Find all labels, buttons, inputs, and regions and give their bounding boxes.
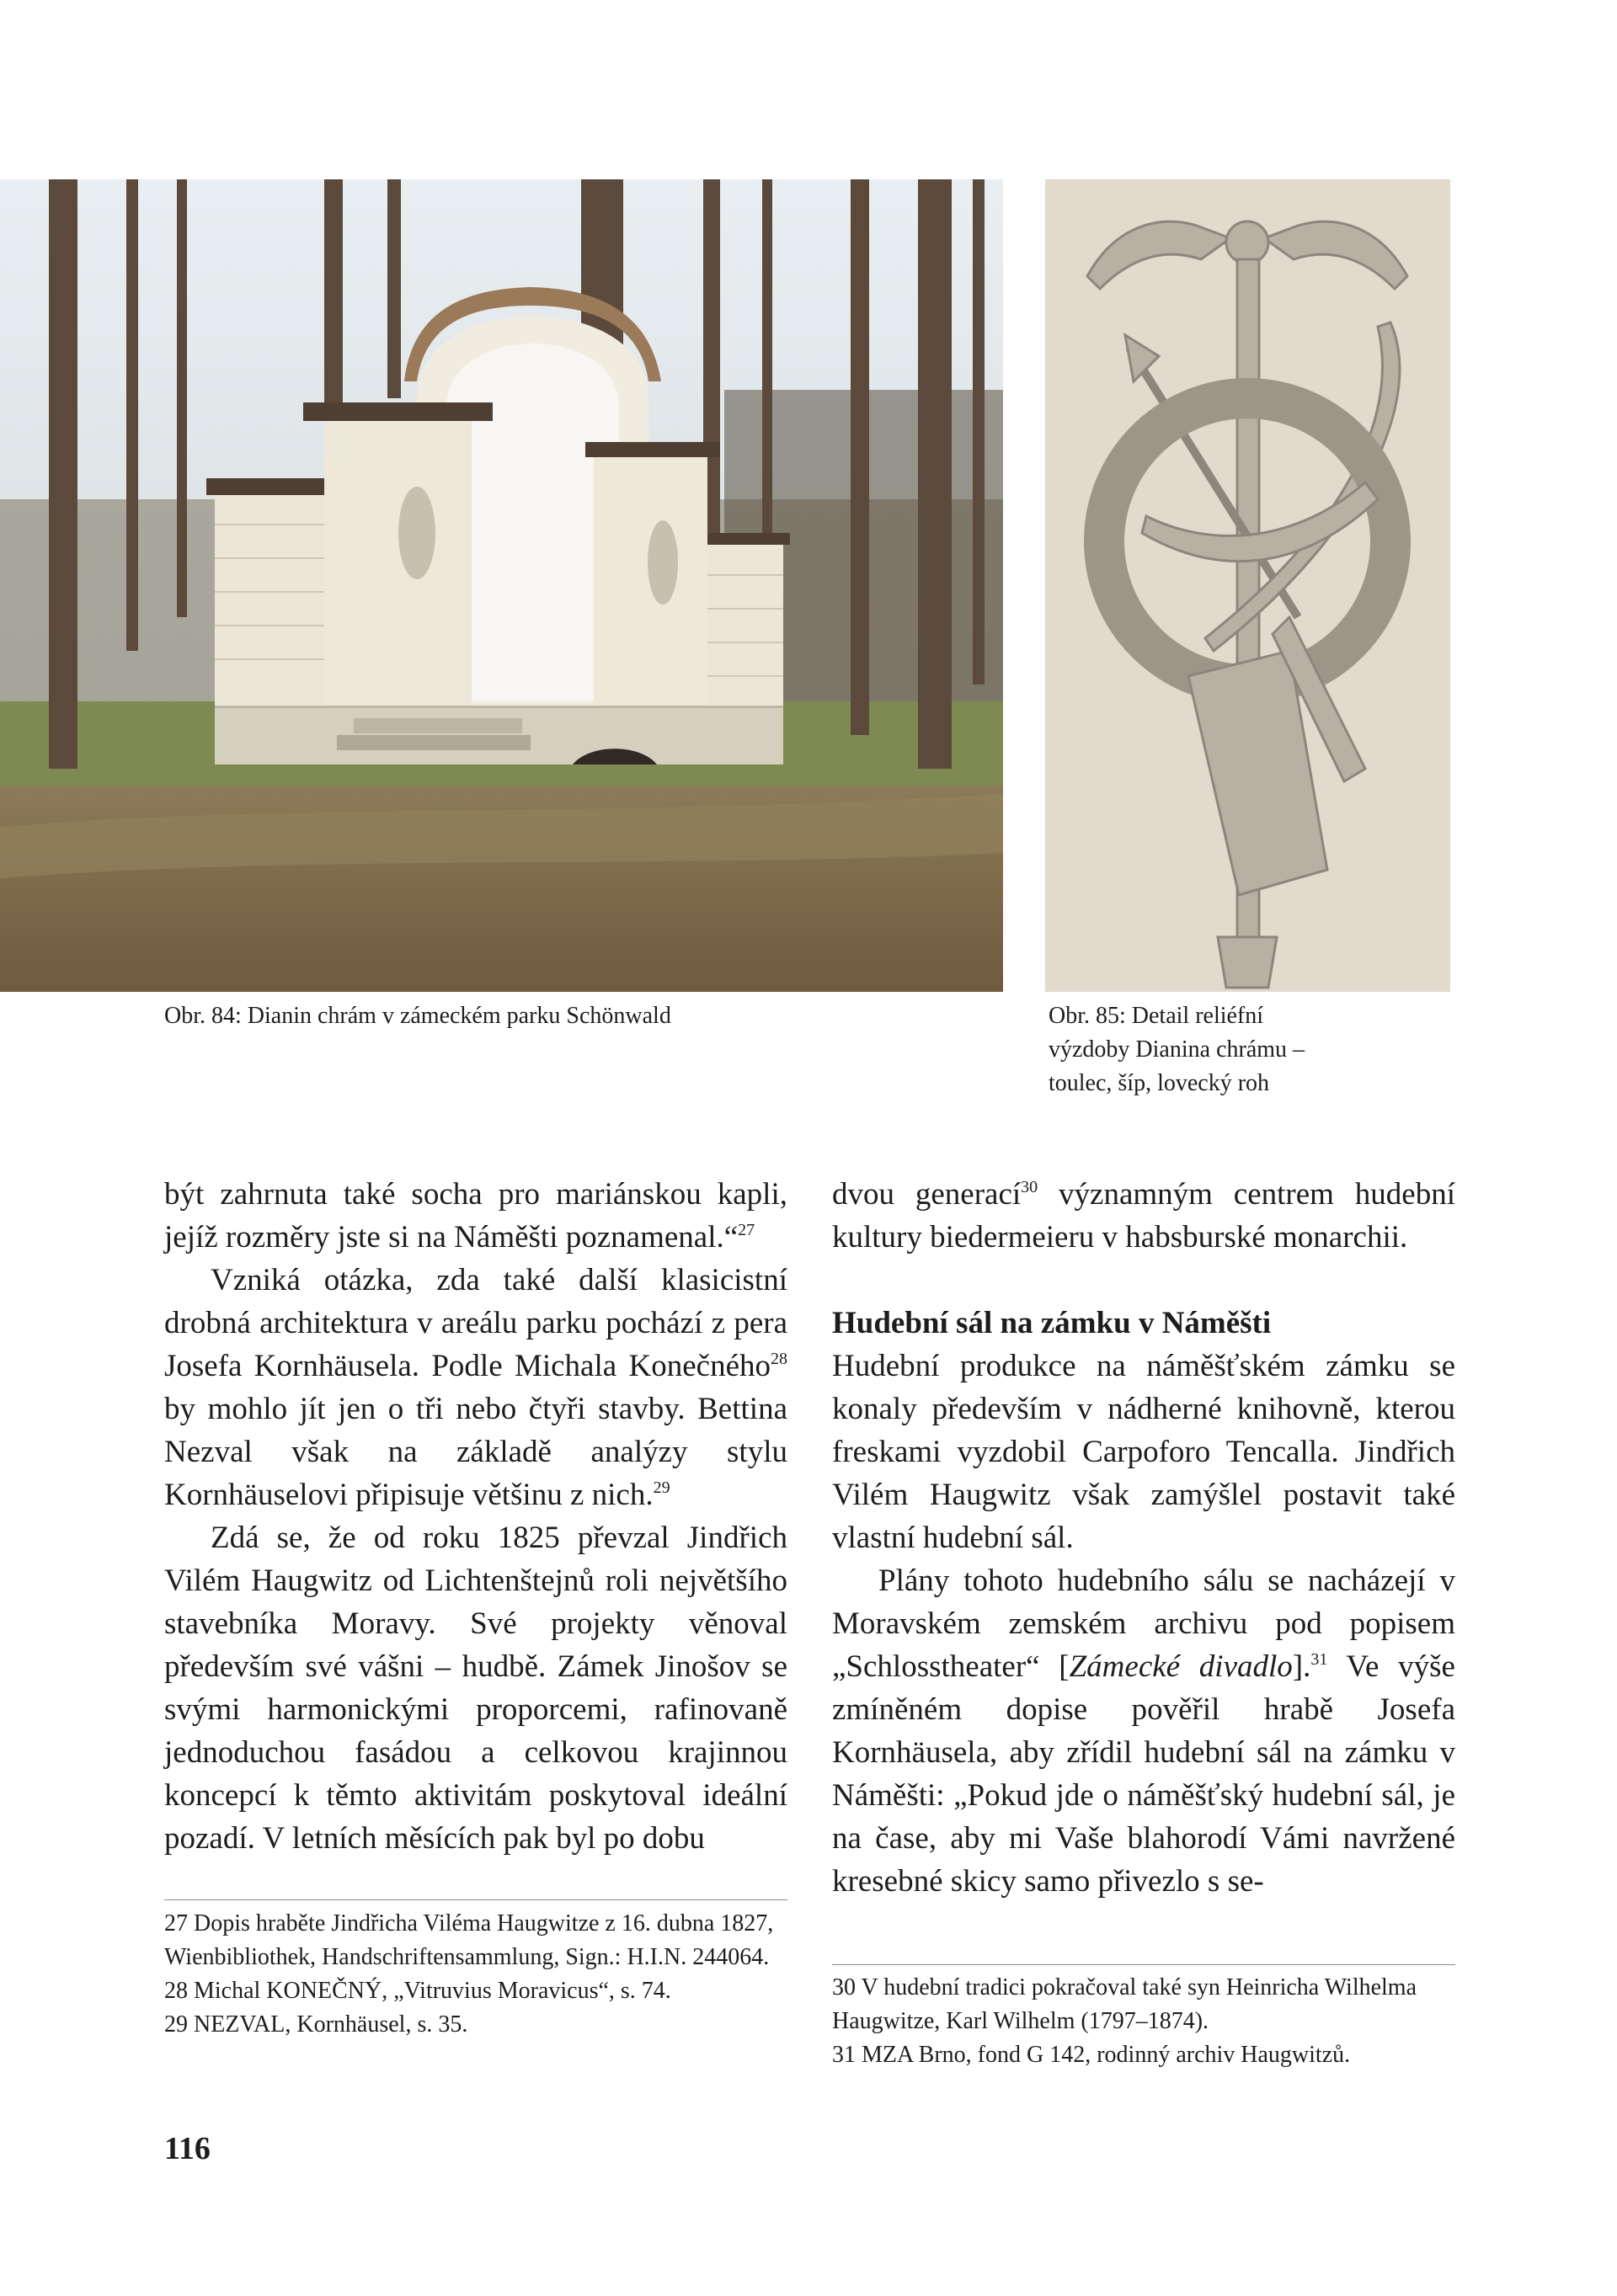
footnote-31: 31 MZA Brno, fond G 142, rodinný archiv Haugwitzů. — [832, 2042, 1351, 2068]
footnote-27: 27 Dopis hraběte Jindřicha Viléma Haugwitze z 16. dubna 1827, Wienbibliothek, Handschriftensammlung, Sign.: H.I.N. 244064. — [164, 1910, 774, 1970]
photo-relief-detail — [1045, 179, 1450, 992]
paragraph — [832, 1559, 1455, 1903]
footnote-rule — [832, 1964, 1455, 1965]
paragraph: Hudební produkce na náměšťském zámku se konaly především v nádherné knihovně, kterou freskami vyzdobil Carpoforo Tencalla. Jindřich Vilém Haugwitz však zamýšlel postavit také vlastní hudební sál. — [832, 1349, 1455, 1555]
figure-85-caption-line: Obr. 85: Detail reliéfní — [1049, 1003, 1264, 1029]
footnote-30: 30 V hudební tradici pokračoval také syn Heinricha Wilhelma Haugwitze, Karl Wilhelm (1797–1874). — [832, 1974, 1417, 2034]
italic-title: Zámecké divadlo — [1069, 1649, 1293, 1684]
footnotes-right — [832, 1971, 1455, 2072]
paragraph: Zdá se, že od roku 1825 převzal Jindřich Vilém Haugwitz od Lichtenštejnů roli největšího stavebníka Moravy. Své projekty věnoval především své vášni – hudbě. Zámek Jinošov se svými harmonickými proporcemi, rafinovaně jednoduchou fasádou a celkovou krajinnou koncepcí k těmto aktivitám poskytoval ideální pozadí. V letních měsících pak byl po dobu — [164, 1521, 787, 1856]
footnote-ref[interactable]: 31 — [1310, 1650, 1328, 1669]
footnote-ref[interactable]: 27 — [738, 1221, 755, 1239]
text-run: Ve výše zmíněném dopise pověřil hrabě Josefa Kornhäusela, aby zřídil hudební sál na zámku v Náměšti: „Pokud jde o náměšťský hudební sál, je na čase, aby mi Vaše blahorodí Vámi navržené kresebné skicy samo přivezlo s se- — [832, 1649, 1455, 1899]
photo-diana-temple — [0, 179, 1003, 992]
text-run: Plány tohoto hudebního sálu se nacházejí v Moravském zemském archivu pod popisem „Schlosstheater“ [ — [832, 1564, 1455, 1684]
paragraph — [164, 1173, 787, 1259]
spacer — [832, 1259, 1455, 1302]
footnote-28: 28 Michal KONEČNÝ, „Vitruvius Moravicus“, s. 74. — [164, 1978, 671, 2004]
footnote-rule — [164, 1899, 787, 1900]
footnote-ref[interactable]: 30 — [1021, 1178, 1038, 1196]
figure-85-caption — [1049, 999, 1444, 1100]
page-number: 116 — [164, 2131, 211, 2166]
left-text-column — [164, 1173, 787, 1860]
text-run: by mohlo jít jen o tři nebo čtyři stavby. Bettina Nezval však na základě analýzy stylu Kornhäuselovi připisuje většinu z nich. — [164, 1392, 787, 1512]
footnote-ref[interactable]: 28 — [771, 1350, 787, 1368]
paragraph — [164, 1259, 787, 1516]
figure-84-caption: Obr. 84: Dianin chrám v zámeckém parku Schönwald — [164, 1003, 671, 1029]
text-run: ]. — [1292, 1649, 1311, 1684]
right-text-column — [832, 1173, 1455, 1903]
footnotes-left — [164, 1907, 787, 2042]
footnote-ref[interactable]: 29 — [653, 1478, 670, 1497]
figure-85-caption-line: výzdoby Dianina chrámu – — [1049, 1036, 1305, 1063]
paragraph — [832, 1173, 1455, 1259]
section-heading: Hudební sál na zámku v Náměšti — [832, 1306, 1272, 1340]
text-run: být zahrnuta také socha pro mariánskou kapli, jejíž rozměry jste si na Náměšti poznamenal.“ — [164, 1177, 787, 1255]
text-run: významným centrem hudební kultury biedermeieru v habsburské monarchii. — [832, 1177, 1455, 1255]
text-run: dvou generací — [832, 1177, 1022, 1212]
footnote-29: 29 NEZVAL, Kornhäusel, s. 35. — [164, 2011, 468, 2038]
text-run: Vzniká otázka, zda také další klasicistní drobná architektura v areálu parku pochází z pera Josefa Kornhäusela. Podle Michala Konečného — [164, 1263, 787, 1383]
figure-85-caption-line: toulec, šíp, lovecký roh — [1049, 1070, 1270, 1096]
